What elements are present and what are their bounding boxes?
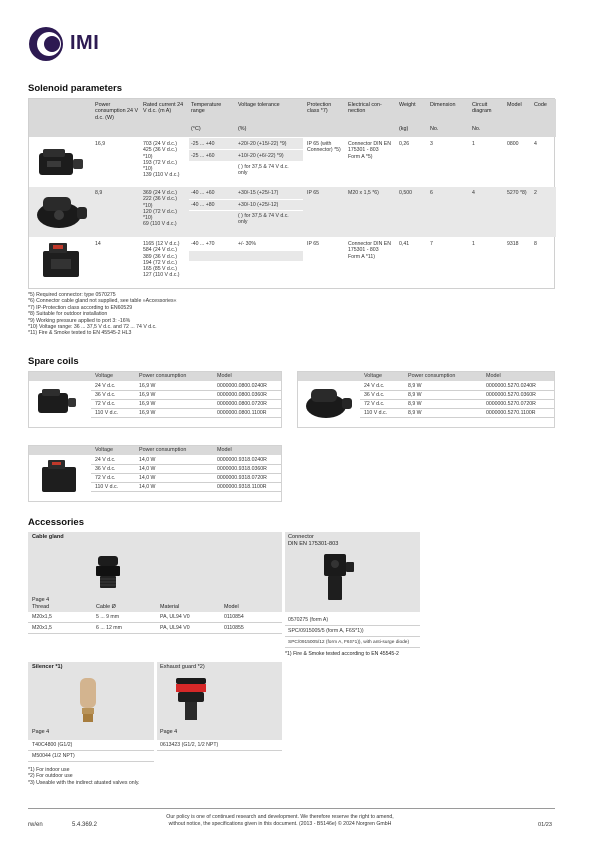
spare-cell: 72 V d.c.	[95, 475, 116, 481]
exhaust-title: Exhaust guard *2)	[160, 664, 205, 670]
cell: PA, UL94 V0	[160, 614, 190, 620]
footer-divider	[28, 808, 555, 809]
cell: M20x1,5	[32, 614, 52, 620]
connector-row	[285, 616, 420, 626]
connector-row	[285, 627, 420, 637]
coil-5270-image	[33, 191, 89, 236]
connector-row	[285, 638, 420, 648]
note-line: *3) Useable with the indirect atuated valves only.	[28, 779, 140, 786]
spare-header-voltage: Voltage	[364, 373, 382, 379]
spare-header-model: Model	[486, 373, 501, 379]
row1-current: 703 (24 V d.c.) 425 (36 V d.c.) *10) 193 (72 V d.c.) *10) 139 (110 V d.c.)	[143, 141, 180, 179]
spare-cell: 36 V d.c.	[364, 392, 385, 398]
footer-policy	[130, 814, 430, 828]
row2-model: 5270 *8)	[507, 190, 527, 196]
row1-temp1: -25 ... +40	[191, 141, 215, 147]
row1-code: 4	[534, 141, 537, 147]
silencer-row	[28, 752, 154, 762]
row2-code: 2	[534, 190, 537, 196]
row2-weight: 0,500	[399, 190, 412, 196]
silencer-image	[76, 676, 100, 729]
row1-model: 0800	[507, 141, 519, 147]
imi-logo-icon	[28, 26, 64, 62]
footer-policy-line: without notice, the specifications given in this document. (2013 - B5146e) © 2024 Norgren GmbH	[168, 821, 392, 827]
spare-cell: 0000000.9318.0360R	[217, 466, 267, 472]
header-dim-unit: No.	[430, 126, 439, 132]
row3-code: 8	[534, 241, 537, 247]
note-line: *2) For outdoor use	[28, 773, 73, 780]
spare-header-model: Model	[217, 373, 232, 379]
spare-cell: 0000000.0800.0240R	[217, 383, 267, 389]
spare-table-5270	[297, 371, 555, 428]
spare-cell: 72 V d.c.	[95, 401, 116, 407]
spare-cell: 14,0 W	[139, 457, 156, 463]
footer-policy-line: Our policy is one of continued research and development. We therefore reserve the right to amend,	[166, 814, 394, 820]
row3-circuit: 1	[472, 241, 475, 247]
spare-cell: 14,0 W	[139, 484, 156, 490]
silencer-page: Page 4	[32, 729, 50, 735]
silencer-row	[28, 741, 154, 751]
cell: 5 ... 9 mm	[96, 614, 120, 620]
spare-cell: 0000000.5270.0720R	[486, 401, 536, 407]
spare-cell: 72 V d.c.	[364, 401, 385, 407]
exhaust-row	[157, 741, 282, 751]
spare-cell: 8,9 W	[408, 410, 422, 416]
spare-cell: 0000000.0800.0720R	[217, 401, 267, 407]
spare-cell: 0000000.5270.1100R	[486, 410, 536, 416]
footer-doc-number: 5.4.369.2	[72, 822, 98, 828]
solenoid-notes	[28, 292, 177, 337]
row1-dim: 3	[430, 141, 433, 147]
footer-lang: rw/en	[28, 822, 43, 828]
exhaust-page: Page 4	[160, 729, 178, 735]
header-material: Material	[160, 604, 180, 610]
spare-cell: 0000000.9318.0240R	[217, 457, 267, 463]
row3-current: 1165 (12 V d.c.) 584 (24 V d.c.) 389 (36 V d.c.) 194 (72 V d.c.) 165 (85 V d.c.) 127 (110 V d.c.)	[143, 241, 180, 279]
row1-temp2: -25 ... +60	[191, 153, 215, 159]
cell: T40C4800 (G1/2)	[32, 742, 73, 748]
solenoid-table	[28, 98, 555, 289]
spare-cell: 14,0 W	[139, 475, 156, 481]
row1-prot: IP 65 (with Connector) *5)	[307, 141, 341, 154]
spare-header-voltage: Voltage	[95, 447, 113, 453]
cell: PA, UL94 V0	[160, 625, 190, 631]
row2-volt1: +30/-15 (+25/-17)	[238, 190, 279, 196]
row3-volt1: +/- 30%	[238, 241, 257, 247]
row3-weight: 0,41	[399, 241, 410, 247]
accessories-title: Accessories	[28, 517, 84, 528]
row1-volt2: +10/-20 (+6/-22) *9)	[238, 153, 284, 159]
spare-cell: 24 V d.c.	[364, 383, 385, 389]
spare-header-power: Power consumption	[139, 373, 187, 379]
header-code: Code	[534, 102, 547, 108]
row2-circuit: 4	[472, 190, 475, 196]
spare-table-9318	[28, 445, 282, 502]
row1-volt1: +20/-20 (+15/-22) *9)	[238, 141, 287, 147]
header-prot: Protection class *7)	[307, 102, 332, 115]
note-line: *8) Suitable for outdoor installation	[28, 311, 108, 318]
cell: 0570275 (form A)	[288, 617, 329, 623]
cable-gland-box	[28, 532, 282, 612]
row2-prot: IP 65	[307, 190, 320, 196]
cable-gland-page: Page 4	[32, 597, 50, 603]
spare-cell: 110 V d.c.	[364, 410, 387, 416]
connector-title: Connector	[288, 534, 314, 540]
row3-power: 14	[95, 241, 101, 247]
spare-cell: 36 V d.c.	[95, 392, 116, 398]
row1-volt3: ( ) for 37,5 & 74 V d.c. only	[238, 164, 289, 177]
header-model: Model	[507, 102, 522, 108]
cable-gland-title: Cable gland	[32, 534, 64, 540]
header-circuit: Circuit diagram	[472, 102, 492, 115]
spare-cell: 8,9 W	[408, 392, 422, 398]
brand-name: IMI	[70, 32, 100, 54]
row2-volt3: ( ) for 37,5 & 74 V d.c. only	[238, 213, 289, 226]
note-line: *6) Connector cable gland not supplied, see table »Accessories«	[28, 298, 177, 305]
spare-cell: 16,9 W	[139, 392, 156, 398]
header-acc-model: Model	[224, 604, 239, 610]
cell: SPC/0915005/5 (form A, F6S*1))	[288, 628, 364, 634]
header-weight-unit: (kg)	[399, 126, 409, 132]
spare-header-voltage: Voltage	[95, 373, 113, 379]
spare-cell: 8,9 W	[408, 383, 422, 389]
spare-cell: 0000000.9318.0720R	[217, 475, 267, 481]
spare-header-power: Power consumption	[139, 447, 187, 453]
cable-gland-row	[28, 613, 282, 623]
row3-dim: 7	[430, 241, 433, 247]
note-line: *9) Working pressure applied to port 3: -16%	[28, 317, 131, 324]
connector-image	[318, 552, 358, 613]
header-temp-unit: (°C)	[191, 126, 201, 132]
spare-cell: 16,9 W	[139, 383, 156, 389]
spare-cell: 16,9 W	[139, 410, 156, 416]
cell: 0613423 (G1/2, 1/2 NPT)	[160, 742, 219, 748]
header-circuit-unit: No.	[472, 126, 481, 132]
spare-title: Spare coils	[28, 356, 79, 367]
row3-prot: IP 65	[307, 241, 320, 247]
header-thread: Thread	[32, 604, 50, 610]
row2-temp1: -40 ... +60	[191, 190, 215, 196]
row1-power: 16,9	[95, 141, 106, 147]
row3-model: 9318	[507, 241, 519, 247]
header-volt: Voltage tolerance	[238, 102, 280, 108]
coil-9318-image	[37, 241, 87, 284]
note-line: *1) For indoor use	[28, 767, 70, 773]
header-temp: Temperature range	[191, 102, 222, 115]
row2-dim: 6	[430, 190, 433, 196]
spare-cell: 0000000.5270.0240R	[486, 383, 536, 389]
accessories-notes	[28, 767, 140, 786]
note-line: *7) IP-Protection class according to EN60529	[28, 304, 133, 311]
spare-cell: 0000000.0800.0360R	[217, 392, 267, 398]
solenoid-title: Solenoid parameters	[28, 83, 122, 94]
spare-cell: 8,9 W	[408, 401, 422, 407]
row2-volt2: +30/-10 (+25/-12)	[238, 202, 279, 208]
header-current: Rated current 24 V d.c. (m A)	[143, 102, 184, 115]
spare-header-model: Model	[217, 447, 232, 453]
cell: 0110855	[224, 625, 244, 631]
cell: M20x1,5	[32, 625, 52, 631]
row3-temp1: -40 ... +70	[191, 241, 215, 247]
coil-9318-image	[37, 458, 83, 499]
cell: SPC/0915005/12 (form A, F6S*1)), with anti-surge diode)	[288, 640, 410, 645]
spare-table-0800	[28, 371, 282, 428]
spare-cell: 110 V d.c.	[95, 484, 118, 490]
row1-weight: 0,26	[399, 141, 410, 147]
coil-0800-image	[35, 145, 87, 184]
footer-page: 01/23	[538, 822, 552, 828]
spare-cell: 36 V d.c.	[95, 466, 116, 472]
cell: M50044 (1/2 NPT)	[32, 753, 75, 759]
row2-temp2: -40 ... +80	[191, 202, 215, 208]
header-power: Power consumption 24 V d.c. (W)	[95, 102, 139, 121]
row1-circuit: 1	[472, 141, 475, 147]
row2-current: 369 (24 V d.c.) 222 (36 V d.c.) *10) 120 (72 V d.c.) *10) 69 (110 V d.c.)	[143, 190, 178, 228]
row1-elec: Connector DIN EN 175301 - 803 Form A *5)	[348, 141, 391, 160]
header-cable: Cable Ø	[96, 604, 116, 610]
coil-5270-image	[302, 384, 354, 425]
spare-cell: 110 V d.c.	[95, 410, 118, 416]
cell: 6 ... 12 mm	[96, 625, 122, 631]
cable-gland-row	[28, 624, 282, 634]
spare-cell: 24 V d.c.	[95, 383, 116, 389]
spare-cell: 14,0 W	[139, 466, 156, 472]
spare-cell: 24 V d.c.	[95, 457, 116, 463]
row3-elec: Connector DIN EN 175301 - 803 Form A *11)	[348, 241, 391, 260]
silencer-title: Silencer *1)	[32, 664, 63, 670]
note-line: *10) Voltage range: 36 ... 37,5 V d.c. and 72 ... 74 V d.c.	[28, 324, 157, 331]
row2-background	[29, 187, 556, 237]
spare-cell: 0000000.0800.1100R	[217, 410, 267, 416]
spare-cell: 0000000.9318.1100R	[217, 484, 267, 490]
cell: 0110854	[224, 614, 244, 620]
coil-0800-image	[35, 386, 79, 421]
spare-header-power: Power consumption	[408, 373, 456, 379]
note-line: *11) Fire & Smoke tested to EN 45545-2 HL3	[28, 330, 132, 337]
header-elec: Electrical con- nection	[348, 102, 382, 115]
connector-subtitle: DIN EN 175301-803	[288, 541, 339, 547]
row2-elec: M20 x 1,5 *6)	[348, 190, 379, 196]
header-dim: Dimension	[430, 102, 456, 108]
header-volt-unit: (%)	[238, 126, 247, 132]
spare-cell: 0000000.5270.0360R	[486, 392, 536, 398]
imi-logo	[28, 26, 148, 62]
connector-note: *1) Fire & Smoke tested according to EN 45545-2	[285, 651, 399, 657]
exhaust-guard-image	[172, 676, 212, 729]
header-weight: Weight	[399, 102, 416, 108]
row2-power: 8,9	[95, 190, 103, 196]
spare-cell: 16,9 W	[139, 401, 156, 407]
note-line: *5) Required connector: type 0570275	[28, 292, 116, 298]
cable-gland-image	[88, 554, 128, 595]
